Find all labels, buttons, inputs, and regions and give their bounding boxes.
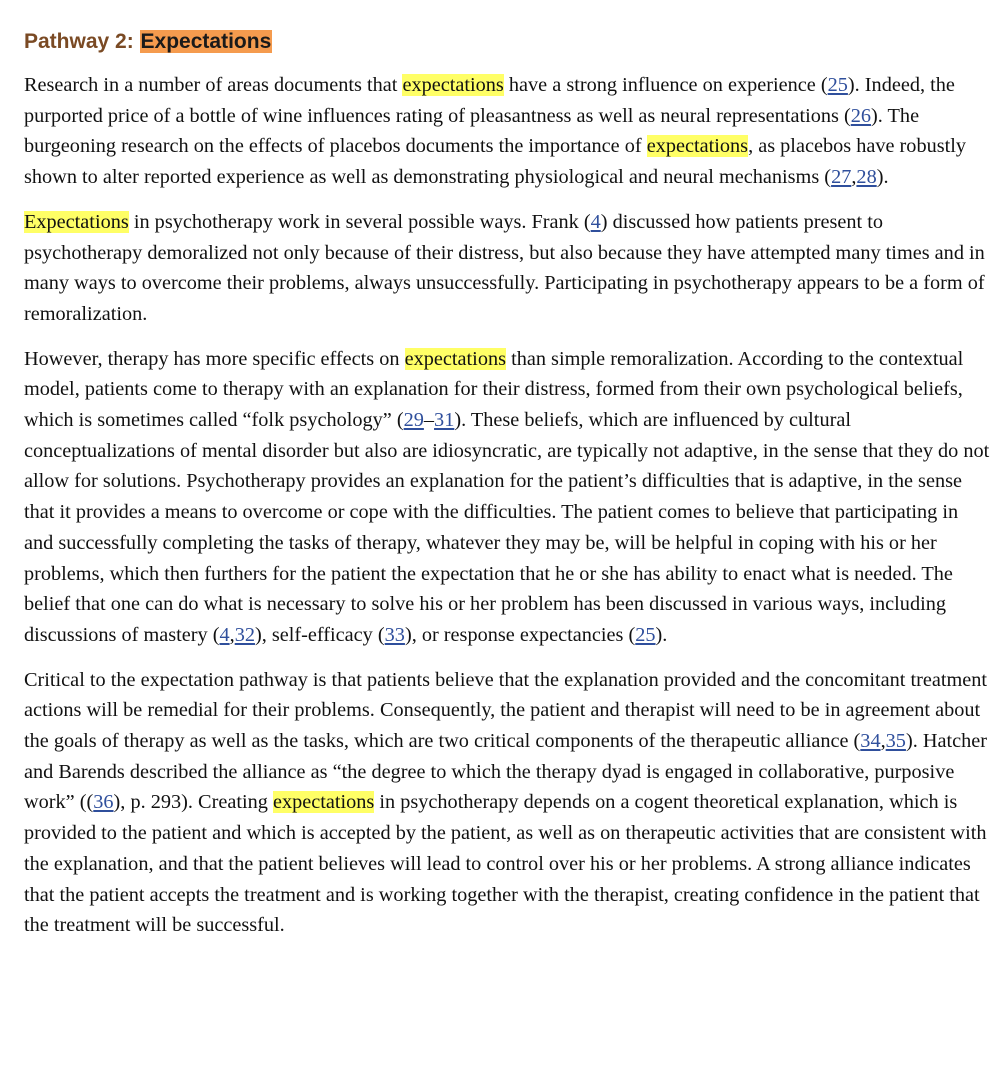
citation-link[interactable]: 29: [403, 409, 424, 432]
paragraph-text: ,: [851, 166, 857, 189]
paragraph-text: ). These beliefs, which are influenced by cultural conceptualizations of mental disorder but also are idiosyncratic, are typically not adaptive, in the sense that they do not allow for solutions. Psychotherapy provides an explanation for the patient’s difficulties that is adaptive, in the sense that it provides a means to overcome or cope with the difficulties. The patient comes to believe that participating in and successfully completing the tasks of therapy, whatever they may be, will be helpful in coping with his or her problems, which then furthers for the patient the expectation that he or she has ability to enact what is needed. The belief that one can do what is necessary to solve his or her problem has been discussed in various ways, including discussions of mastery (: [24, 409, 990, 646]
citation-link[interactable]: 4: [219, 623, 230, 646]
citation-link[interactable]: 25: [635, 623, 656, 646]
paragraph-text: than simple remoralization. According to the contextual model, patients come to therapy with an explanation for their distress, formed from their own psychological beliefs, which is sometimes called “folk psychology” (: [24, 347, 964, 432]
citation-link[interactable]: 33: [384, 623, 405, 646]
paragraph-3: [24, 344, 990, 651]
paragraph-text: ). Indeed, the purported price of a bottle of wine influences rating of pleasantness as well as neural representations (: [24, 74, 955, 127]
paragraph-text: ).: [876, 166, 889, 189]
citation-link[interactable]: 26: [850, 104, 872, 127]
search-highlight: expectations: [646, 135, 749, 158]
paragraph-text: in psychotherapy depends on a cogent theoretical explanation, which is provided to the patient and which is accepted by the patient, as well as on therapeutic activities that are consistent with the explanation, and that the patient believes will lead to control over his or her problems. A strong alliance indicates that the patient accepts the treatment and is working together with the therapist, creating confidence in the patient that the treatment will be successful.: [24, 791, 987, 937]
paragraph-text: However, therapy has more specific effects on: [24, 347, 405, 370]
citation-link[interactable]: 36: [93, 791, 114, 814]
citation-link[interactable]: 25: [827, 74, 848, 96]
paragraph-text: ) discussed how patients present to psychotherapy demoralized not only because of their distress, but also because they have attempted many times and in many ways to overcome their problems, always unsuccessfully. Participating in psychotherapy appears to be a form of remoralization.: [24, 210, 985, 325]
paragraph-4: [24, 665, 990, 941]
paragraph-text: ).: [655, 623, 668, 646]
paragraph-text: Critical to the expectation pathway is that patients believe that the explanation provided and the concomitant treatment actions will be remedial for their problems. Consequently, the patient and therapist will need to be in agreement about the goals of therapy as well as the tasks, which are two critical components of the therapeutic alliance (: [24, 668, 988, 753]
paragraph-text: , as placebos have robustly shown to alter reported experience as well as demonstrating physiological and neural mechanisms (: [24, 135, 967, 189]
paragraph-text: in psychotherapy work in several possible ways. Frank (: [128, 210, 591, 233]
paragraph-text: ,: [880, 730, 886, 753]
citation-link[interactable]: 4: [590, 210, 601, 233]
paragraph-text: ), or response expectancies (: [404, 623, 636, 646]
paragraph-text: ). The burgeoning research on the effects of placebos documents the importance of: [24, 104, 920, 158]
citation-link[interactable]: 35: [885, 730, 906, 753]
section-heading-prefix: Pathway 2:: [24, 30, 140, 53]
citation-link[interactable]: 31: [434, 409, 455, 432]
citation-link[interactable]: 34: [860, 730, 881, 753]
paragraph-text: ), p. 293). Creating: [113, 791, 273, 814]
paragraph-text: ). Hatcher and Barends described the alliance as “the degree to which the therapy dyad is engaged in collaborative, purposive work” ((: [24, 730, 988, 814]
search-highlight: expectations: [272, 791, 375, 814]
article-section: [24, 22, 990, 955]
search-highlight: expectations: [402, 74, 504, 96]
paragraph-text: ,: [229, 623, 235, 646]
citation-link[interactable]: 32: [234, 623, 255, 646]
search-highlight: expectations: [404, 347, 506, 370]
paragraph-text: –: [423, 409, 435, 432]
citation-link[interactable]: 28: [856, 166, 877, 189]
paragraph-1: [24, 70, 990, 193]
paragraph-text: have a strong influence on experience (: [503, 74, 828, 96]
section-heading-highlight: Expectations: [140, 30, 272, 53]
paragraph-2: [24, 207, 990, 330]
search-highlight: Expectations: [24, 210, 129, 233]
citation-link[interactable]: 27: [831, 166, 852, 189]
section-heading: [24, 22, 990, 62]
paragraph-text: ), self-efficacy (: [254, 623, 385, 646]
paragraph-text: Research in a number of areas documents that: [24, 74, 403, 96]
